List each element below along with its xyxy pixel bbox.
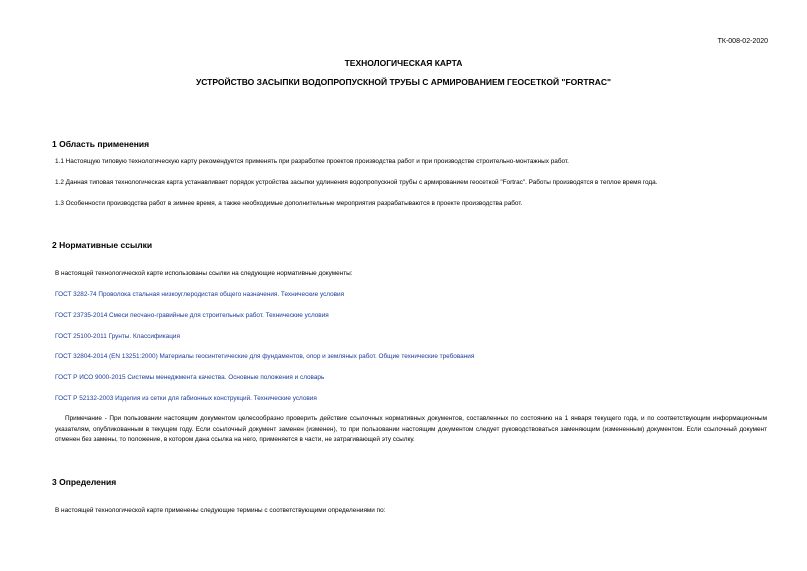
gost-link[interactable]: ГОСТ Р 52132-2003 Изделия из сетки для габионных конструкций. Технические условия [55, 395, 317, 402]
section-1-paragraph-3: 1.3 Особенности производства работ в зимнее время, а также необходимые дополнительные мероприятия разрабатываются в проекте производства работ. [55, 200, 523, 207]
gost-link[interactable]: ГОСТ 3282-74 Проволока стальная низкоуглеродистая общего назначения. Технические условия [55, 291, 345, 298]
section-1-heading: 1 Область применения [52, 139, 150, 149]
gost-link[interactable]: ГОСТ 25100-2011 Грунты. Классификация [55, 333, 180, 340]
section-3-heading: 3 Определения [52, 477, 117, 487]
gost-link[interactable]: ГОСТ Р ИСО 9000-2015 Системы менеджмента качества. Основные положения и словарь [55, 374, 325, 381]
gost-link[interactable]: ГОСТ 23735-2014 Смеси песчано-гравийные для строительных работ. Технические условия [55, 312, 329, 319]
section-1-paragraph-2: 1.2 Данная типовая технологическая карта устанавливает порядок устройства засыпки удлинения водопропускной трубы с армированием геосеткой "Fortrac". Работы производятся в теплое время года. [55, 179, 658, 186]
section-3-intro: В настоящей технологической карте применены следующие термины с соответствующими определениями по: [55, 507, 386, 514]
document-title: ТЕХНОЛОГИЧЕСКАЯ КАРТА [344, 58, 463, 68]
section-2-note: Примечание - При пользовании настоящим документом целесообразно проверить действие ссылочных нормативных документов, составленных по состоянию на 1 января текущего года, и по соответствующим информационным указателям, опубликованным в текущем году. Если ссылочный документ заменен (изменен), то при пользовании настоящим документом следует руководствоваться заменяющим (измененным) документом. Если ссылочный документ отменен без замены, то положение, в котором дана ссылка на него, применяется в части, не затрагивающей эту ссылку. [55, 415, 767, 443]
section-2-heading: 2 Нормативные ссылки [52, 240, 153, 250]
section-1-paragraph-1: 1.1 Настоящую типовую технологическую карту рекомендуется применять при разработке проектов производства работ и при производстве строительно-монтажных работ. [55, 158, 569, 165]
document-code: ТК-008-02-2020 [717, 38, 768, 45]
gost-link[interactable]: ГОСТ 32804-2014 (EN 13251:2000) Материалы геосинтетические для фундаментов, опор и земляных работ. Общие технические требования [55, 353, 475, 360]
document-subtitle: УСТРОЙСТВО ЗАСЫПКИ ВОДОПРОПУСКНОЙ ТРУБЫ С АРМИРОВАНИЕМ ГЕОСЕТКОЙ "FORTRAC" [195, 77, 612, 87]
section-2-intro: В настоящей технологической карте использованы ссылки на следующие нормативные документы: [55, 270, 353, 277]
